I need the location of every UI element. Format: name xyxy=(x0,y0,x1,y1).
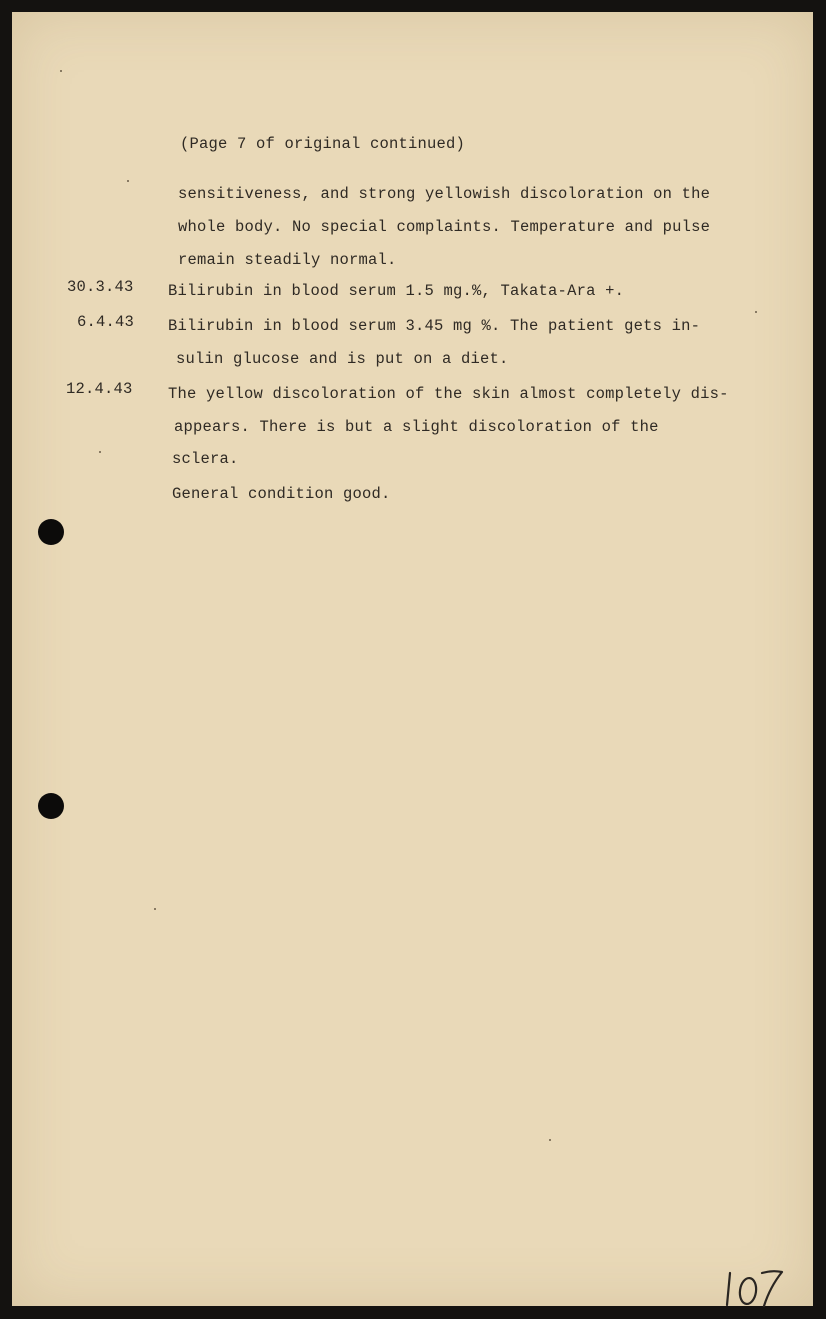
entry-date: 30.3.43 xyxy=(67,278,134,296)
intro-line-3: remain steadily normal. xyxy=(178,251,397,269)
entry-line: Bilirubin in blood serum 3.45 mg %. The patient gets in- xyxy=(168,317,701,335)
entry-line: Bilirubin in blood serum 1.5 mg.%, Takata-Ara +. xyxy=(168,282,625,300)
entry-line: appears. There is but a slight discoloration of the xyxy=(174,418,659,436)
intro-line-2: whole body. No special complaints. Temperature and pulse xyxy=(178,218,711,236)
handwritten-page-number xyxy=(724,1267,794,1309)
paper-speck xyxy=(755,311,757,313)
punch-hole-lower xyxy=(38,793,64,819)
entry-line: sulin glucose and is put on a diet. xyxy=(176,350,509,368)
paper-sheet xyxy=(12,12,813,1306)
entry-line: The yellow discoloration of the skin almost completely dis- xyxy=(168,385,729,403)
paper-speck xyxy=(154,908,156,910)
paper-speck xyxy=(549,1139,551,1141)
page-header: (Page 7 of original continued) xyxy=(180,135,466,153)
entry-date: 6.4.43 xyxy=(77,313,135,331)
paper-speck xyxy=(99,451,101,453)
paper-speck xyxy=(60,70,62,72)
entry-line: General condition good. xyxy=(172,485,391,503)
punch-hole-upper xyxy=(38,519,64,545)
entry-line: sclera. xyxy=(172,450,239,468)
entry-date: 12.4.43 xyxy=(66,380,133,398)
paper-speck xyxy=(127,180,129,182)
intro-line-1: sensitiveness, and strong yellowish discoloration on the xyxy=(178,185,711,203)
